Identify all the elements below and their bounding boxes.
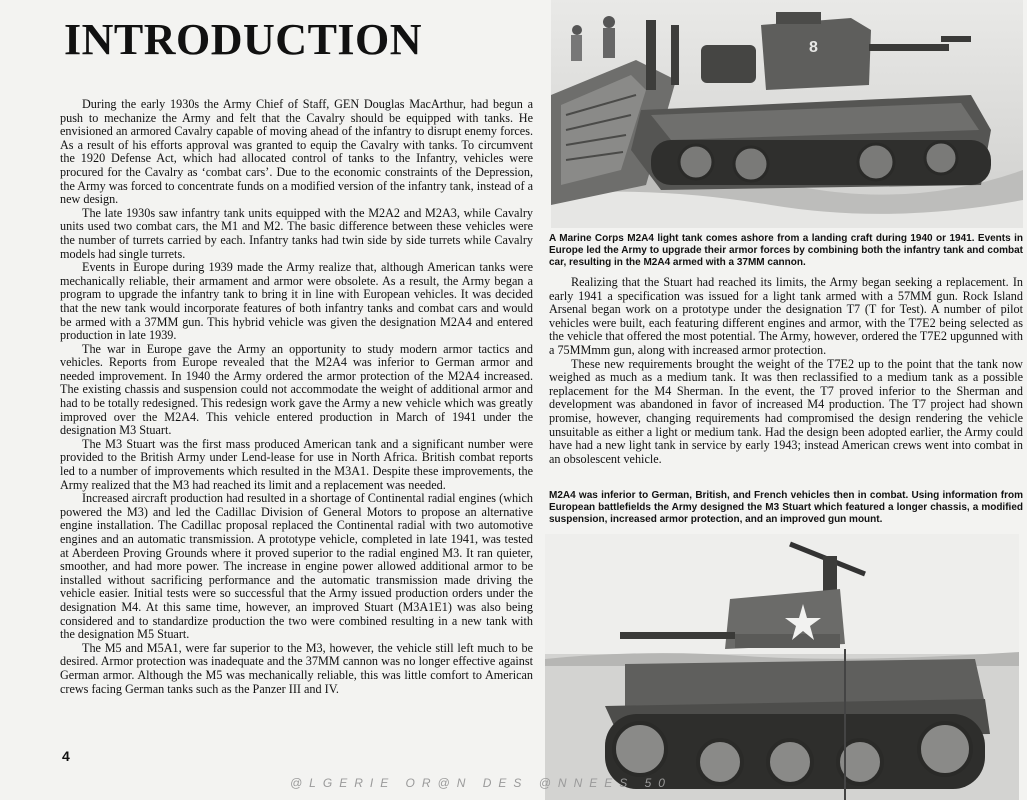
body-paragraph: The late 1930s saw infantry tank units equipped with the M2A2 and M2A3, while Cavalry units used two combat cars, the M1 and M2. The basic difference between these vehicles were the number of turrets carried by each. Infantry tanks had twin side by side turrets while Cavalry models had single turrets. (60, 205, 533, 261)
top-photo-caption: A Marine Corps M2A4 light tank comes ashore from a landing craft during 1940 or 1941. Events in Europe led the Army to upgrade their armor forces by combining both the infantry tank and combat car, resulting in the M2A4 armed with a 37MM cannon. (549, 233, 1023, 268)
watermark-text: @LGERIE OR@N DES @NNEES 50 (290, 776, 672, 790)
body-paragraph: Realizing that the Stuart had reached its limits, the Army began seeking a replacement. In early 1941 a specification was issued for a light tank armed with a 57MM gun. Rock Island Arsenal began work on a prototype under the designation T7 (T for Test). A number of pilot vehicles were built, each featuring different engines and armor, with the T7E2 being selected as the vehicle that offered the most potential. The Army, however, ordered the T7E2 upgunned with a 75MMmm gun, along with increased armor protection. (549, 275, 1023, 357)
body-paragraph: Increased aircraft production had resulted in a shortage of Continental radial engines (which powered the M3) and led the Cadillac Division of General Motors to propose an alternative engine installation. The Cadillac proposal replaced the Continental radial with two automotive engines and an automatic transmission. A prototype vehicle, completed in late 1941, was tested at Aberdeen Proving Grounds where it proved superior to the radial engined M3. It ran quieter, smoother, and had more power. The increase in engine power allowed additional armor to be installed without sacrificing performance and the automatic transmission made driving the vehicle easier. Initial tests were so successful that the Army issued production orders under the designation M4. At this same time, however, an improved Stuart (M3A1E1) was also being considered and to standardize production the two were combined resulting in a new tank with the designation M5 Stuart. (60, 491, 533, 642)
m3-stuart-photo (545, 534, 1019, 800)
body-paragraph: The M5 and M5A1, were far superior to the M3, however, the vehicle still left much to be desired. Armor protection was inadequate and the 37MM cannon was no longer effective against German armor. Although the M5 was mechanically reliable, this was little comfort to American crews facing German tanks such as the Panzer III and IV. (60, 640, 533, 696)
body-paragraph: These new requirements brought the weight of the T7E2 up to the point that the tank now weighed as much as a medium tank. It was then reclassified to a medium tank as a possible replacement for the M4 Sherman. In the event, the T7 proved inferior to the Sherman and development was abandoned in favor of increased M4 production. The T7 project had shown promise, however, changing requirements had compromised the design rendering the vehicle unsuitable as either a light or medium tank. Had the design been adopted earlier, the Army could have had a new light tank in service by early 1943; instead American crews went into combat in an obsolescent vehicle. (549, 356, 1023, 466)
bottom-photo-caption: M2A4 was inferior to German, British, and French vehicles then in combat. Using information from European battlefields the Army designed the M3 Stuart which featured a longer chassis, a modified suspension, increased armor protection, and an improved gun mount. (549, 490, 1023, 525)
page-number: 4 (62, 748, 70, 764)
body-paragraph: Events in Europe during 1939 made the Army realize that, although American tanks were mechanically reliable, their armament and armor were obsolete. As a result, the Army began a program to upgrade the infantry tank to bring it in line with European vehicles. It was decided that the new tank would incorporate features of both infantry tanks and combat cars and would be armed with a 37MM gun. This hybrid vehicle was given the designation M2A4 and entered production in late 1939. (60, 260, 533, 343)
m2a4-landing-photo (551, 0, 1023, 228)
right-text-column (549, 276, 1023, 466)
turret-marking: 8 (809, 39, 818, 56)
left-text-column (60, 98, 533, 696)
body-paragraph: The M3 Stuart was the first mass produced American tank and a significant number were provided to the British Army under Lend-lease for use in North Africa. British combat reports led to a number of improvements which resulted in the M3A1. Despite these improvements, the Army realized that the M3 had reached its limit and a replacement was needed. (60, 436, 533, 492)
page-title: INTRODUCTION (64, 15, 423, 64)
body-paragraph: During the early 1930s the Army Chief of Staff, GEN Douglas MacArthur, had begun a push to mechanize the Army and felt that the Cavalry should be equipped with tanks. He envisioned an armored Cavalry capable of moving ahead of the infantry to disrupt enemy forces. As a result of his efforts approval was granted to equip the Cavalry with tanks. To circumvent the 1920 Defense Act, which had allocated control of tanks to the Infantry, vehicles were procured for the Cavalry as ‘combat cars’. Due to the economic constraints of the Depression, the Army was forced to concentrate funds on a modified version of the infantry tank, instead of a new design. (60, 97, 533, 207)
body-paragraph: The war in Europe gave the Army an opportunity to study modern armor tactics and vehicles. Reports from Europe revealed that the M2A4 was inferior to German armor and needed improvement. In 1940 the Army ordered the armor protection of the M2A4 increased. The existing chassis and suspension could not accommodate the weight of additional armor and had to be totally redesigned. This redesign work gave the Army a new vehicle which was greatly improved over the M2A4. This vehicle entered production in March of 1941 under the designation M3 Stuart. (60, 341, 533, 438)
